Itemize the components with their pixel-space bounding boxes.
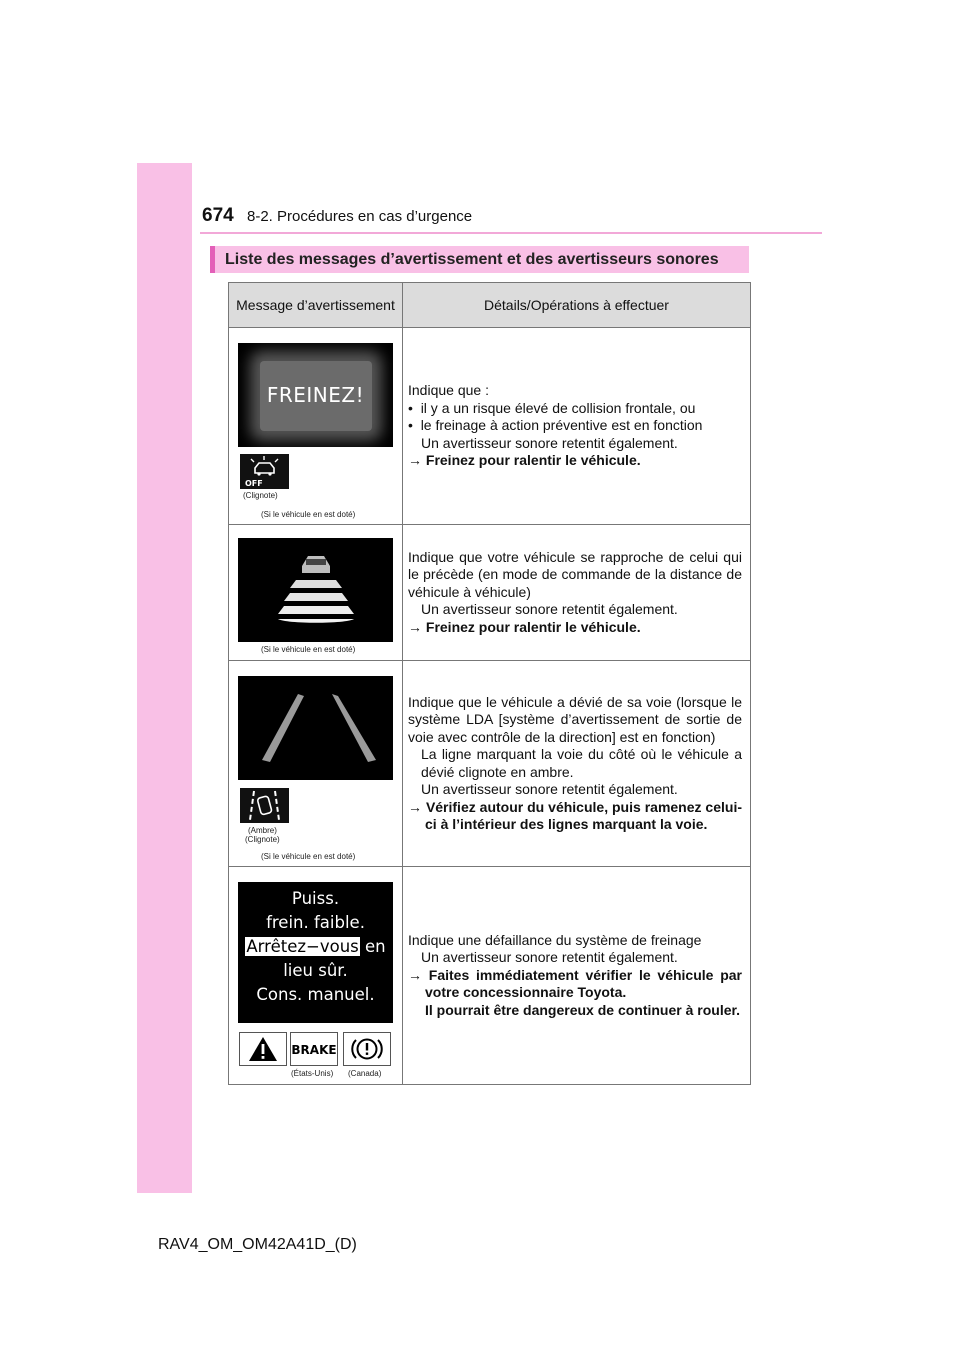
column-header-message: Message d’avertissement — [229, 283, 403, 328]
icon-caption-blink: (Clignote) — [245, 835, 280, 844]
details-action: → Freinez pour ralentir le véhicule. — [408, 618, 641, 635]
bullet-text: il y a un risque élevé de collision frontale, ou — [420, 399, 696, 416]
section-title: 8-2. Procédures en cas d’urgence — [247, 208, 473, 225]
action-text: Freinez pour ralentir le véhicule. — [425, 452, 641, 469]
details-bullet: • le freinage à action préventive est en fonction — [408, 417, 703, 434]
freinez-display-text: FREINEZ! — [266, 383, 365, 407]
equipped-note: (Si le véhicule en est doté) — [261, 510, 356, 519]
brake-label-svg — [291, 1033, 337, 1065]
display-line: Puiss. — [291, 889, 340, 908]
details-extra: Un avertisseur sonore retentit également. — [421, 781, 678, 797]
details-action-2: Il pourrait être dangereux de continuer à rouler. — [425, 1001, 741, 1018]
details-intro: Indique que votre véhicule se rapproche de celui qui le précède (en mode de commande de la distance de véhicule à véhicule) — [408, 548, 742, 600]
table-row — [229, 867, 751, 1085]
warning-messages-table — [228, 282, 751, 1085]
icon-caption-amber: (Ambre) — [248, 826, 277, 835]
equipped-note: (Si le véhicule en est doté) — [261, 645, 356, 654]
details-cell — [403, 867, 751, 1085]
pcs-off-icon — [240, 454, 289, 489]
details-intro: Indique une défaillance du système de freinage — [408, 931, 702, 948]
display-highlight: Arrêtez−vous — [246, 937, 359, 956]
details-action: → Freinez pour ralentir le véhicule. — [408, 452, 641, 469]
details-cell — [403, 525, 751, 661]
details-cell — [403, 661, 751, 867]
equipped-note: (Si le véhicule en est doté) — [261, 852, 356, 861]
message-cell-approach-warning — [229, 525, 403, 661]
bullet-text: le freinage à action préventive est en fonction — [420, 417, 703, 434]
details-intro: Indique que le véhicule a dévié de sa voie (lorsque le système LDA [système d’avertissement de sortie de voie avec contrôle de la direction] est en fonction) — [408, 693, 742, 745]
caption-canada: (Canada) — [348, 1069, 382, 1078]
brake-failure-display — [238, 882, 393, 1023]
icon-caption: (Clignote) — [243, 491, 278, 500]
lane-departure-display — [238, 676, 393, 780]
display-line: frein. faible. — [266, 913, 365, 932]
display-line-rest: en — [359, 937, 386, 956]
details-action: → Vérifiez autour du véhicule, puis ramenez celui-ci à l’intérieur des lignes marquant la voie. — [408, 798, 742, 832]
caption-us: (États-Unis) — [291, 1069, 334, 1078]
details-action: → Faites immédiatement vérifier le véhicule par votre concessionnaire Toyota. — [408, 966, 743, 1001]
details-extra: La ligne marquant la voie du côté où le véhicule a dévié clignote en ambre. — [421, 746, 742, 780]
brake-warning-triangle-icon — [239, 1032, 287, 1066]
page-number: 674 — [202, 205, 234, 226]
message-cell-brake-warning — [229, 328, 403, 525]
details-extra: Un avertisseur sonore retentit également. — [421, 601, 678, 618]
table-row — [229, 661, 751, 867]
details-bullet: • il y a un risque élevé de collision frontale, ou — [408, 399, 696, 416]
side-tab-band — [137, 163, 192, 1193]
document-code: RAV4_OM_OM42A41D_(D) — [158, 1236, 357, 1253]
message-cell-lane-departure — [229, 661, 403, 867]
table-row — [229, 328, 751, 525]
svg-text:OFF: OFF — [245, 479, 263, 488]
table-header-row — [229, 283, 751, 328]
brake-failure-display-text — [238, 882, 393, 1007]
details-intro: Indique que : — [408, 382, 489, 399]
brake-text-icon — [290, 1032, 338, 1066]
brake-label: BRAKE — [291, 1043, 337, 1057]
message-cell-brake-failure — [229, 867, 403, 1085]
table-row — [229, 525, 751, 661]
approach-display — [238, 538, 393, 642]
display-line — [238, 935, 393, 959]
header-rule — [200, 232, 822, 234]
display-line: Cons. manuel. — [256, 985, 375, 1004]
column-header-details: Détails/Opérations à effectuer — [403, 283, 751, 328]
details-cell — [403, 328, 751, 525]
brake-circle-icon — [343, 1032, 391, 1066]
action-text: Faites immédiatement vérifier le véhicule par votre concessionnaire Toyota. — [425, 966, 743, 1001]
details-extra: Un avertisseur sonore retentit également. — [421, 949, 678, 966]
details-extra: Un avertisseur sonore retentit également. — [421, 434, 678, 451]
display-line: lieu sûr. — [283, 961, 348, 980]
lane-departure-icon — [240, 788, 289, 823]
action-text: Vérifiez autour du véhicule, puis ramenez celui-ci à l’intérieur des lignes marquant la voie. — [425, 798, 742, 832]
list-title: Liste des messages d’avertissement et des avertisseurs sonores — [210, 246, 749, 273]
freinez-display — [238, 343, 393, 447]
action-text: Freinez pour ralentir le véhicule. — [425, 618, 641, 635]
